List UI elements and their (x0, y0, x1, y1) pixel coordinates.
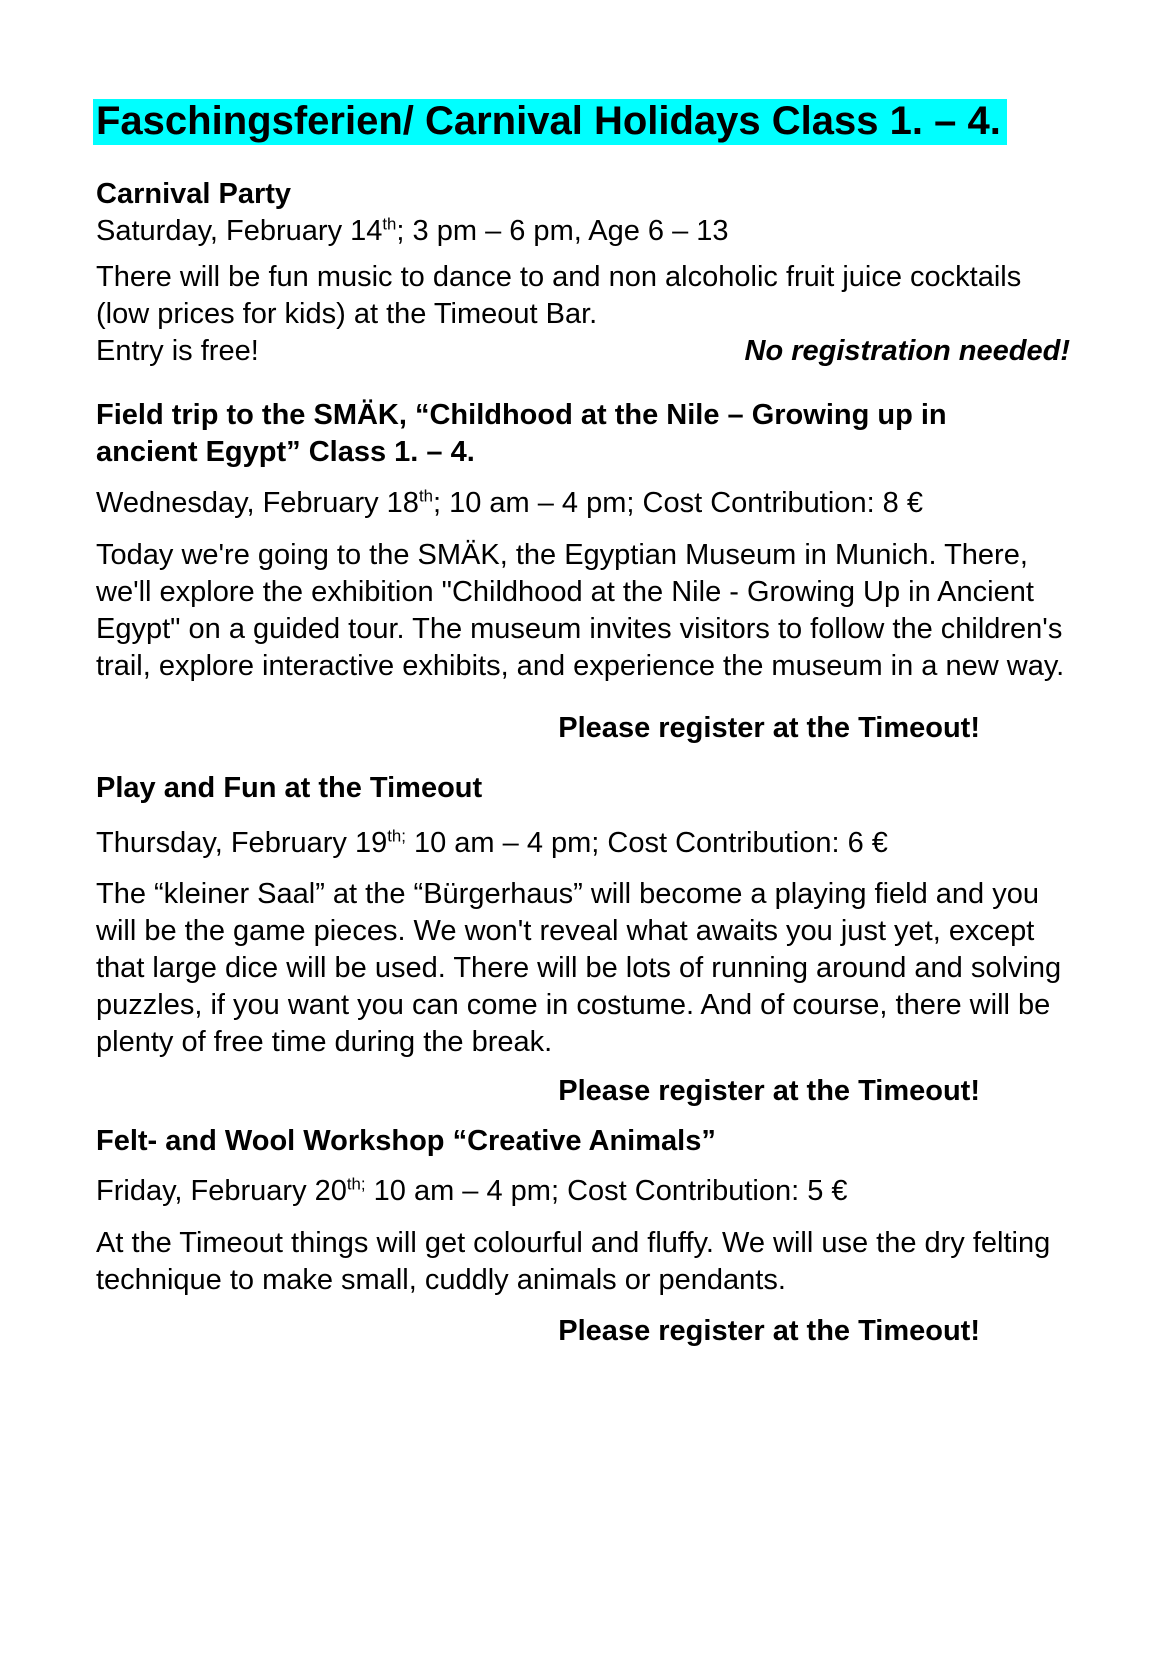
date-line-carnival-party (96, 213, 1070, 250)
body-paragraph-field-trip: Today we're going to the SMÄK, the Egyptian Museum in Munich. There, we'll explore the exhibition "Childhood at the Nile - Growing Up in Ancient Egypt" on a guided tour. The museum invites visitors to follow the children's trail, explore interactive exhibits, and experience the museum in a new way. (96, 539, 1065, 682)
date-text-rest: ; 10 am – 4 pm; Cost Contribution: 8 € (432, 487, 923, 519)
entry-free-note: Entry is free! (96, 335, 259, 367)
body-paragraph-felt-wool: At the Timeout things will get colourful and fluffy. We will use the dry felting technique to make small, cuddly animals or pendants. (96, 1227, 1051, 1296)
date-line-field-trip (96, 485, 1070, 522)
date-text: Wednesday, February 18 (96, 487, 419, 519)
page-title: Faschingsferien/ Carnival Holidays Class 1. – 4. (93, 99, 1007, 145)
date-text: Friday, February 20 (96, 1175, 347, 1207)
section-heading-felt-wool: Felt- and Wool Workshop “Creative Animals” (96, 1125, 716, 1157)
entry-row (96, 333, 1070, 370)
date-ordinal-suffix: th; (346, 1174, 366, 1194)
register-note: Please register at the Timeout! (558, 1315, 980, 1347)
section-heading-field-trip: Field trip to the SMÄK, “Childhood at the Nile – Growing up in ancient Egypt” Class 1. – 4. (96, 399, 947, 468)
section-play-and-fun (96, 770, 1070, 1110)
register-note: Please register at the Timeout! (558, 712, 980, 744)
date-ordinal-suffix: th (382, 214, 397, 234)
date-line-play-and-fun (96, 825, 1070, 862)
title-line (96, 99, 1070, 152)
date-text: Saturday, February 14 (96, 215, 383, 247)
date-text-rest: 10 am – 4 pm; Cost Contribution: 5 € (365, 1175, 848, 1207)
date-text-rest: ; 3 pm – 6 pm, Age 6 – 13 (396, 215, 729, 247)
date-ordinal-suffix: th (418, 486, 433, 506)
body-paragraph-carnival-party: There will be fun music to dance to and non alcoholic fruit juice cocktails (low prices for kids) at the Timeout Bar. (96, 261, 1022, 330)
date-line-felt-wool (96, 1173, 1070, 1210)
date-text-rest: 10 am – 4 pm; Cost Contribution: 6 € (405, 827, 888, 859)
date-text: Thursday, February 19 (96, 827, 388, 859)
date-ordinal-suffix: th; (387, 826, 406, 846)
no-registration-note: No registration needed! (744, 335, 1070, 367)
section-felt-wool-workshop (96, 1123, 1070, 1350)
register-note: Please register at the Timeout! (558, 1075, 980, 1107)
section-carnival-party (96, 176, 1070, 370)
body-paragraph-play-and-fun: The “kleiner Saal” at the “Bürgerhaus” will become a playing field and you will be the game pieces. We won't reveal what awaits you just yet, except that large dice will be used. There will be lots of running around and solving puzzles, if you want you can come in costume. And of course, there will be plenty of free time during the break. (96, 878, 1062, 1058)
section-heading-play-and-fun: Play and Fun at the Timeout (96, 772, 483, 804)
section-heading-carnival-party: Carnival Party (96, 178, 292, 210)
section-field-trip-smaek (96, 397, 1070, 747)
